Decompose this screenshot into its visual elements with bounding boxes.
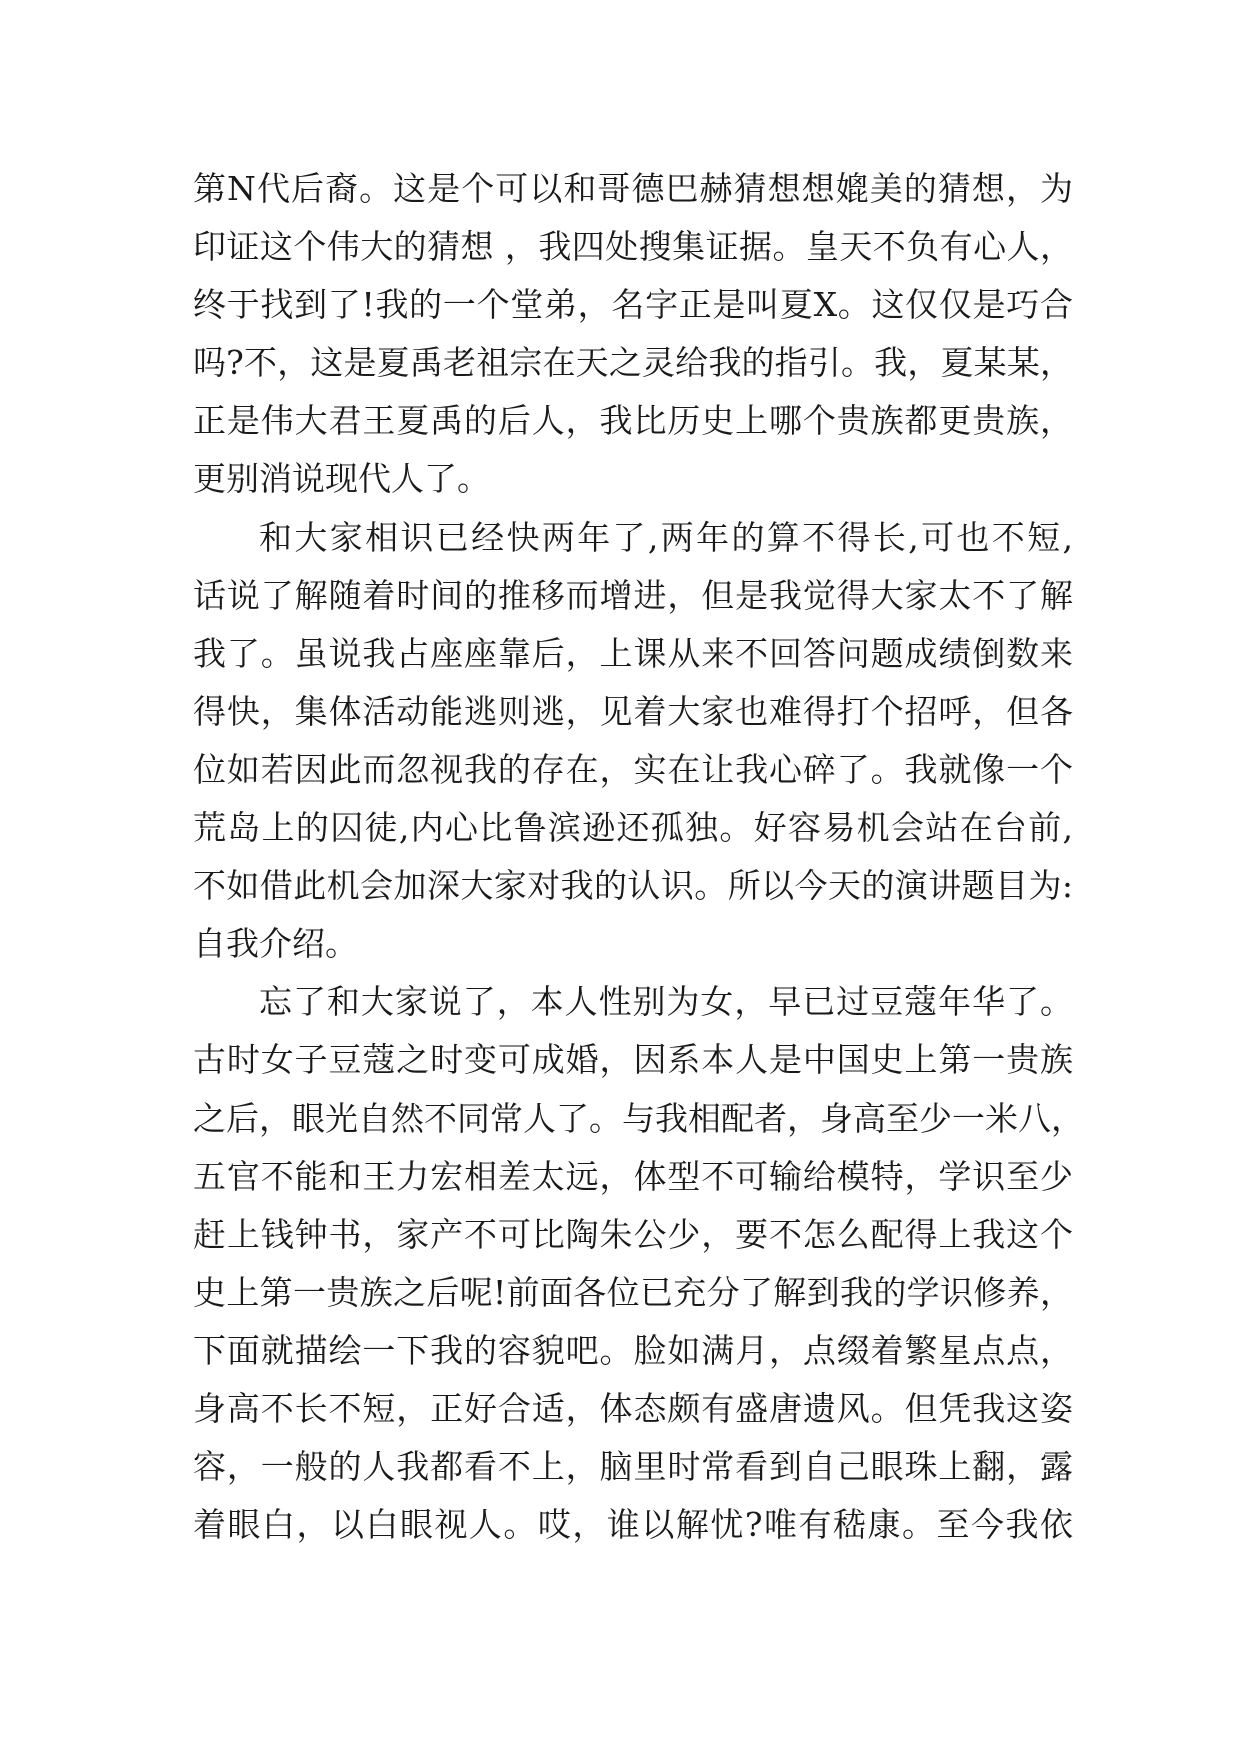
text-line: 不如借此机会加深大家对我的认识。所以今天的演讲题目为: (193, 866, 1073, 906)
text-line: 身高不长不短，正好合适，体态颇有盛唐遗风。但凭我这姿 (193, 1388, 1073, 1428)
text-line: 吗?不，这是夏禹老祖宗在天之灵给我的指引。我，夏某某， (193, 343, 1073, 383)
text-line: 第N代后裔。这是个可以和哥德巴赫猜想想媲美的猜想，为 (193, 169, 1073, 208)
text-line: 容，一般的人我都看不上，脑里时常看到自己眼珠上翻，露 (193, 1447, 1073, 1487)
text-line: 荒岛上的囚徒,内心比鲁滨逊还孤独。好容易机会站在台前, (193, 808, 1073, 848)
text-line: 正是伟大君王夏禹的后人，我比历史上哪个贵族都更贵族， (193, 401, 1073, 441)
text-line: 赶上钱钟书，家产不可比陶朱公少，要不怎么配得上我这个 (193, 1214, 1073, 1254)
text-line: 古时女子豆蔻之时变可成婚，因系本人是中国史上第一贵族 (193, 1040, 1073, 1080)
text-line: 五官不能和王力宏相差太远，体型不可输给模特，学识至少 (193, 1156, 1073, 1196)
text-line-paragraph-start: 忘了和大家说了，本人性别为女，早已过豆蔻年华了。 (259, 982, 1073, 1022)
text-line: 史上第一贵族之后呢!前面各位已充分了解到我的学识修养， (193, 1272, 1073, 1312)
text-line: 话说了解随着时间的推移而增进，但是我觉得大家太不了解 (193, 575, 1073, 615)
text-line: 更别消说现代人了。 (193, 459, 490, 499)
text-line-paragraph-start: 和大家相识已经快两年了,两年的算不得长,可也不短, (259, 517, 1073, 557)
body-text (193, 160, 1084, 1554)
text-line: 之后，眼光自然不同常人了。与我相配者，身高至少一米八， (193, 1098, 1084, 1138)
text-line: 得快，集体活动能逃则逃，见着大家也难得打个招呼，但各 (193, 691, 1073, 731)
text-line: 终于找到了!我的一个堂弟，名字正是叫夏X。这仅仅是巧合 (193, 285, 1073, 325)
text-line: 着眼白，以白眼视人。哎，谁以解忧?唯有嵇康。至今我依 (193, 1505, 1073, 1545)
text-line: 我了。虽说我占座座靠后，上课从来不回答问题成绩倒数来 (193, 633, 1073, 673)
text-line: 下面就描绘一下我的容貌吧。脸如满月，点缀着繁星点点， (193, 1330, 1073, 1370)
text-line: 自我介绍。 (193, 924, 358, 964)
text-line: 位如若因此而忽视我的存在，实在让我心碎了。我就像一个 (193, 749, 1073, 789)
text-line: 印证这个伟大的猜想 ，我四处搜集证据。皇天不负有心人， (193, 227, 1073, 267)
